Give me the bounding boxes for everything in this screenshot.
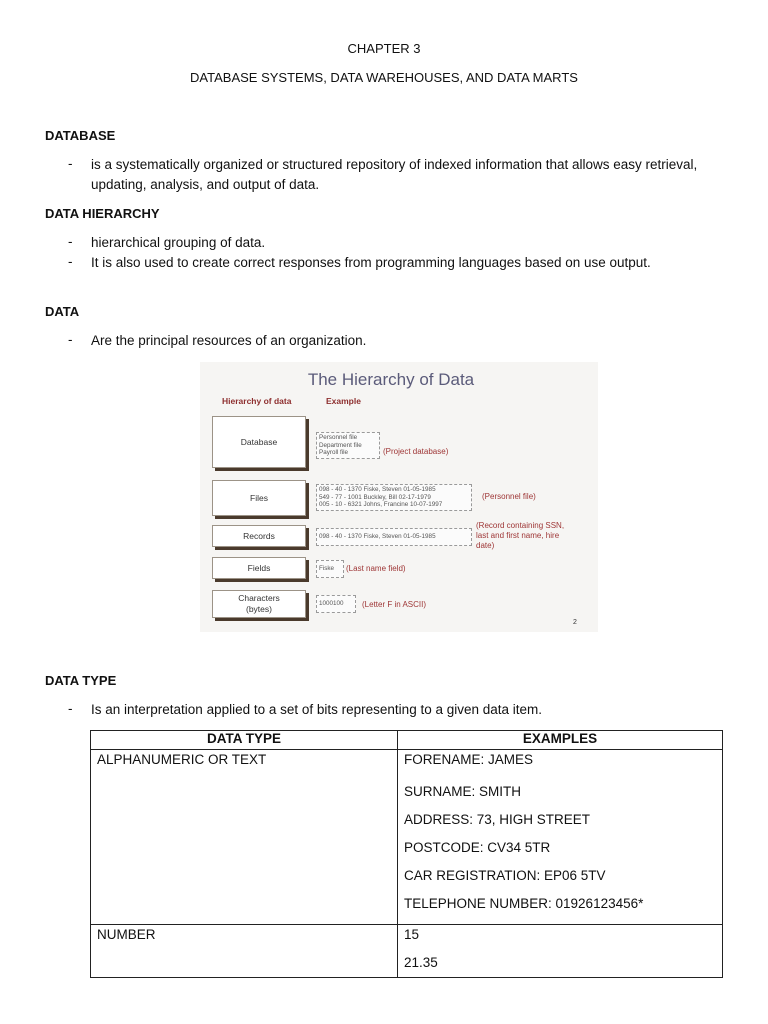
example-box-fields <box>316 560 344 578</box>
example-note-database: (Project database) <box>383 447 449 456</box>
table-cell-examples <box>398 925 723 978</box>
data-type-name: NUMBER <box>97 927 156 942</box>
section-heading-database: DATABASE <box>45 128 116 143</box>
example-box-database <box>316 432 380 459</box>
example-line: Payroll file <box>319 449 349 456</box>
example-line: Fiske <box>319 565 335 572</box>
example-line: 549 - 77 - 1001 Buckley, Bill 02-17-1979 <box>319 493 431 501</box>
section-heading-data-type: DATA TYPE <box>45 673 117 688</box>
data-type-table <box>90 730 723 978</box>
section-heading-data: DATA <box>45 304 80 319</box>
level-box-files <box>212 480 306 516</box>
example-value: CAR REGISTRATION: EP06 5TV <box>404 868 606 883</box>
database-definition: is a systematically organized or structured repository of indexed information that allows easy retrieval, updating, analysis, and output of data. <box>91 157 698 192</box>
table-row <box>91 750 723 925</box>
data-type-name: ALPHANUMERIC OR TEXT <box>97 752 267 767</box>
level-label: Fields <box>247 562 271 573</box>
example-value: FORENAME: JAMES <box>404 752 534 767</box>
level-box-characters <box>212 590 306 618</box>
level-label: Records <box>243 530 275 541</box>
level-box-database <box>212 416 306 468</box>
example-value: 15 <box>404 927 420 942</box>
example-value: SURNAME: SMITH <box>404 784 522 799</box>
table-cell-type <box>91 925 398 978</box>
example-value: 21.35 <box>404 955 438 970</box>
hierarchy-of-data-figure <box>200 362 598 632</box>
figure-page-number: 2 <box>573 619 577 626</box>
example-line: 005 - 10 - 6321 Johns, Francine 10-07-1997 <box>319 501 443 508</box>
data-hierarchy-point-1: hierarchical grouping of data. <box>91 235 266 250</box>
table-header-row <box>91 731 723 750</box>
example-box-characters <box>316 595 356 613</box>
table-row <box>91 925 723 978</box>
table-header-examples: EXAMPLES <box>398 731 723 750</box>
figure-title: The Hierarchy of Data <box>307 370 475 389</box>
table-cell-examples <box>398 750 723 925</box>
table-cell-type <box>91 750 398 925</box>
example-line: 1000100 <box>319 600 344 607</box>
level-box-records <box>212 525 306 547</box>
figure-column-header-hierarchy: Hierarchy of data <box>222 396 292 406</box>
bullet-marker: - <box>68 156 73 171</box>
example-line: 098 - 40 - 1370 Fiske, Steven 01-05-1985 <box>319 533 436 540</box>
bullet-marker: - <box>68 234 73 249</box>
chapter-title: DATABASE SYSTEMS, DATA WAREHOUSES, AND DATA MARTS <box>190 70 578 85</box>
section-heading-data-hierarchy: DATA HIERARCHY <box>45 206 160 221</box>
example-line: 098 - 40 - 1370 Fiske, Steven 01-05-1985 <box>319 486 436 493</box>
example-note-fields: (Last name field) <box>346 564 406 573</box>
level-label: Files <box>250 492 268 503</box>
bullet-marker: - <box>68 332 73 347</box>
level-label: Database <box>240 436 278 447</box>
data-type-definition: Is an interpretation applied to a set of bits representing to a given data item. <box>91 702 543 717</box>
bullet-marker: - <box>68 254 73 269</box>
example-note-files: (Personnel file) <box>482 492 536 501</box>
example-line: Personnel file <box>319 434 358 441</box>
level-label: Characters (bytes) <box>238 593 280 614</box>
example-line: Department file <box>319 441 362 449</box>
chapter-label: CHAPTER 3 <box>347 41 421 56</box>
example-value: POSTCODE: CV34 5TR <box>404 840 551 855</box>
example-note-characters: (Letter F in ASCII) <box>362 600 427 609</box>
data-hierarchy-point-2: It is also used to create correct responses from programming languages based on use output. <box>91 255 651 270</box>
example-box-records <box>316 528 472 546</box>
example-value: TELEPHONE NUMBER: 01926123456* <box>404 896 644 911</box>
level-box-fields <box>212 557 306 579</box>
example-box-files <box>316 484 472 511</box>
bullet-marker: - <box>68 701 73 716</box>
figure-column-header-example: Example <box>326 396 361 406</box>
table-header-data-type: DATA TYPE <box>91 731 398 750</box>
example-value: ADDRESS: 73, HIGH STREET <box>404 812 591 827</box>
example-note-records: (Record containing SSN, last and first name, hire date) <box>476 521 565 550</box>
data-definition: Are the principal resources of an organization. <box>91 333 367 348</box>
